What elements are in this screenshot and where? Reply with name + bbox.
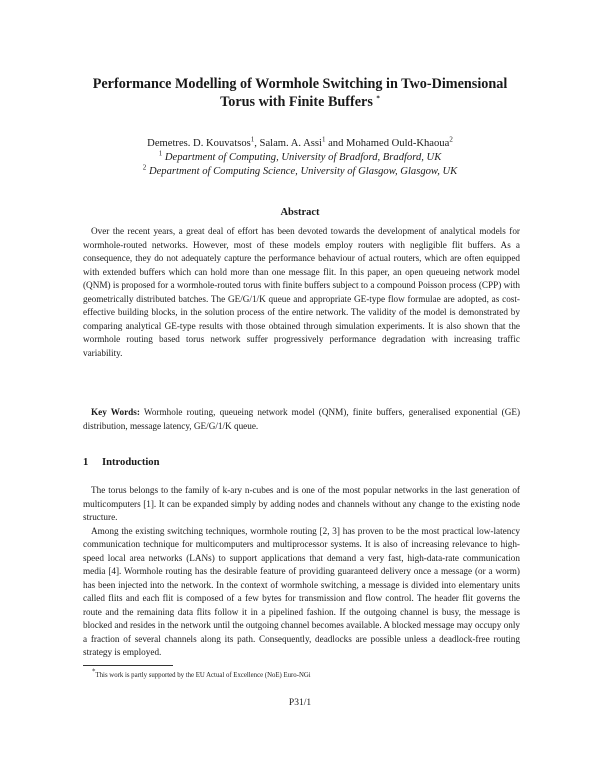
section-title: Introduction bbox=[102, 457, 160, 468]
title-line-1: Performance Modelling of Wormhole Switching in Two-Dimensional bbox=[92, 76, 508, 92]
affiliation-2 bbox=[60, 165, 540, 179]
section-heading bbox=[83, 457, 160, 468]
intro-paragraph-1: The torus belongs to the family of k-ary n-cubes and is one of the most popular networks in the last generation of multicomputers [1]. It can be expanded simply by adding nodes and channels without any change to the existing node structure. bbox=[83, 485, 520, 522]
affiliation-1-text: Department of Computing, University of Bradford, Bradford, UK bbox=[164, 152, 442, 163]
introduction-body bbox=[83, 484, 520, 660]
keywords-text: Wormhole routing, queueing network model (QNM), finite buffers, generalised exponential (GE) distribution, message latency, GE/G/1/K queue. bbox=[83, 407, 521, 431]
author-3: and Mohamed Ould-Khaoua bbox=[325, 138, 450, 149]
author-3-affil: 2 bbox=[449, 135, 453, 144]
title-footnote-mark: * bbox=[376, 94, 380, 103]
author-2: , Salam. A. Assi bbox=[254, 138, 322, 149]
intro-paragraph-2: Among the existing switching techniques, wormhole routing [2, 3] has proven to be the most practical low-latency communication technique for multicomputers and multiprocessor systems. It is also of increasing relevance to high-speed local area networks (LANs) to support applications that demand a very fast, high-data-rate communication media [4]. Wormhole routing has the desirable feature of providing guaranteed delivery once a message (or a worm) has been injected into the network. In the context of wormhole switching, a message is divided into elementary units called flits and each flit is composed of a few bytes for transmission and flow control. The header flit governs the route and the remaining data flits follow it in a pipelined fashion. If the outgoing channel is busy, the message is blocked and resides in the network until the outgoing channel becomes available. A blocked message may occupy only a fraction of several channels along its path. Consequently, deadlocks are possible unless a deadlock-free routing strategy is employed. bbox=[83, 525, 520, 657]
affiliation-2-text: Department of Computing Science, University of Glasgow, Glasgow, UK bbox=[148, 166, 458, 177]
section-number: 1 bbox=[83, 457, 89, 468]
author-1: Demetres. D. Kouvatsos bbox=[147, 138, 251, 149]
author-block bbox=[60, 137, 540, 179]
author-1-affil: 1 bbox=[250, 135, 255, 144]
author-line bbox=[60, 137, 540, 151]
abstract-body bbox=[83, 225, 520, 360]
keywords-block bbox=[83, 406, 520, 433]
footnote-divider bbox=[83, 665, 173, 666]
page-number: P31/1 bbox=[288, 698, 312, 708]
abstract-heading: Abstract bbox=[280, 207, 320, 218]
paper-title bbox=[60, 75, 540, 111]
title-line-2: Torus with Finite Buffers bbox=[220, 94, 373, 110]
footnote-text: This work is partly supported by the EU Actual of Excellence (NoE) Euro-NGi bbox=[95, 672, 311, 679]
footnote bbox=[92, 667, 311, 680]
affiliation-1-number: 1 bbox=[158, 149, 163, 158]
keywords-paragraph bbox=[83, 406, 520, 433]
keywords-label: Key Words: bbox=[91, 407, 140, 417]
footnote-mark: * bbox=[92, 667, 96, 676]
abstract-text: Over the recent years, a great deal of effort has been devoted towards the development of analytical models for wormhole-routed networks. However, most of these models employ routers with negligible flit buffers. As a consequence, they do not adequately capture the performance behaviour of actual routers, which are often equipped with extended buffers which can hold more than one message flit. In this paper, an open queueing network model (QNM) is proposed for a wormhole-routed torus with finite buffers subject to a compound Poisson process (CPP) with geometrically distributed batches. The GE/G/1/K queue and appropriate GE-type flow formulae are adopted, as cost-effective building blocks, in the solution process of the entire network. The validity of the model is demonstrated by comparing analytical GE-type results with those obtained through simulation experiments. It is also shown that the wormhole routing based torus network suffer progressively performance degradation with increasing traffic variability. bbox=[83, 226, 520, 358]
affiliation-1 bbox=[60, 151, 540, 165]
affiliation-2-number: 2 bbox=[142, 163, 147, 172]
author-2-affil: 1 bbox=[321, 135, 326, 144]
